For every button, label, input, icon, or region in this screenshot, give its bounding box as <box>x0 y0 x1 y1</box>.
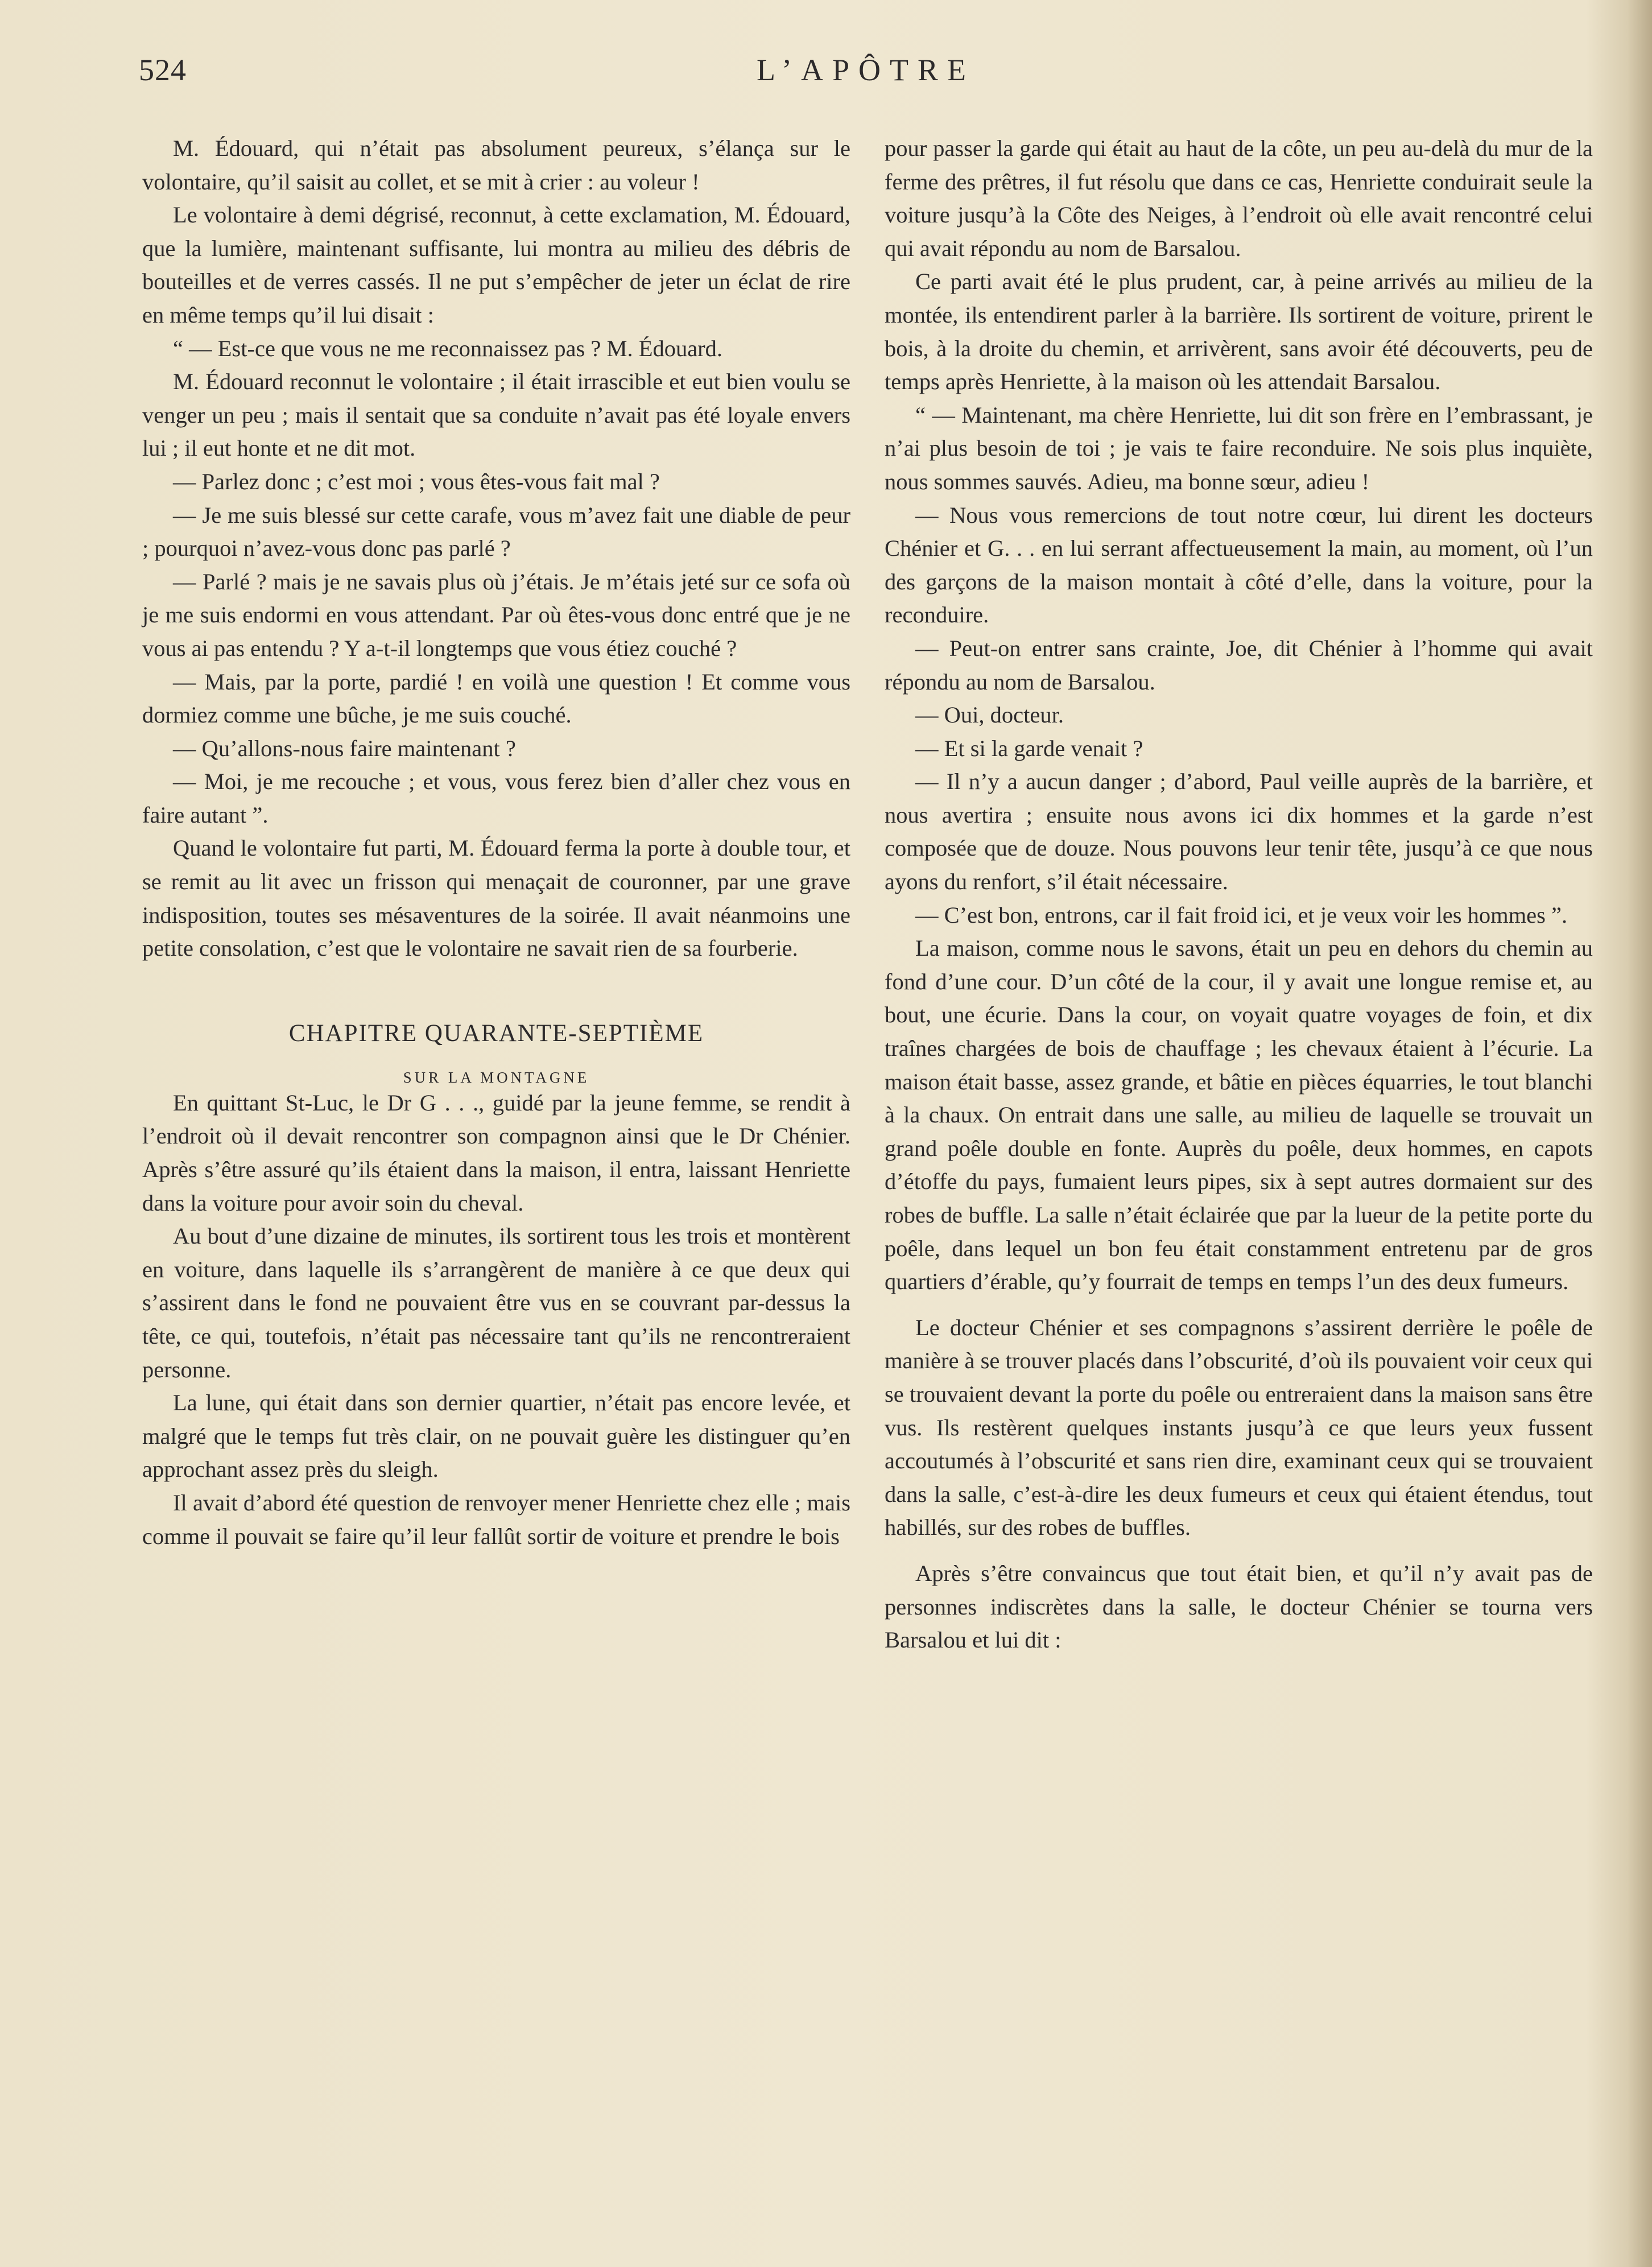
paragraph: — Parlé ? mais je ne savais plus où j’étais. Je m’étais jeté sur ce sofa où je me suis endormi en vous attendant. Par où êtes-vous donc entré que je ne vous ai pas entendu ? Y a-t-il longtemps que vous étiez couché ? <box>142 568 850 661</box>
chapter-subtitle: SUR LA MONTAGNE <box>403 1068 590 1086</box>
paragraph: — Qu’allons-nous faire maintenant ? <box>173 735 516 761</box>
running-title: L’APÔTRE <box>757 53 976 87</box>
paragraph: Le docteur Chénier et ses compagnons s’assirent derrière le poêle de manière à se trouver placés dans l’obscurité, d’où ils pouvaient voir ceux qui se trouvaient devant la porte du poêle ou entreraient dans la maison sans être vus. Ils restèrent quelques instants jusqu’à ce que leurs yeux fussent accoutumés à l’obscurité et sans rien dire, examinant ceux qui se trouvaient dans la salle, c’est-à-dire les deux fumeurs et ceux qui étaient étendus, tout habillés, sur des robes de buffles. <box>885 1314 1593 1541</box>
paragraph: — Mais, par la porte, pardié ! en voilà une question ! Et comme vous dormiez comme une bûche, je me suis couché. <box>142 668 850 728</box>
paragraph: M. Édouard, qui n’était pas absolument peureux, s’élança sur le volontaire, qu’il saisit au collet, et se mit à crier : au voleur ! <box>142 135 850 195</box>
paragraph: — C’est bon, entrons, car il fait froid ici, et je veux voir les hommes ”. <box>915 902 1568 928</box>
paragraph: — Parlez donc ; c’est moi ; vous êtes-vous fait mal ? <box>173 468 660 494</box>
paragraph: Le volontaire à demi dégrisé, reconnut, à cette exclamation, M. Édouard, que la lumière, maintenant suffisante, lui montra au milieu des débris de bouteilles et de verres cassés. Il ne put s’empêcher de jeter un éclat de rire en même temps qu’il lui disait : <box>142 202 850 328</box>
paragraph: Au bout d’une dizaine de minutes, ils sortirent tous les trois et montèrent en voiture, dans laquelle ils s’arrangèrent de manière à ce que deux qui s’assirent dans le fond ne pouvaient être vus en se couvrant par-dessus la tête, ce qui, toutefois, n’était pas nécessaire tant qu’ils ne rencontreraient personne. <box>142 1223 850 1382</box>
paragraph: — Je me suis blessé sur cette carafe, vous m’avez fait une diable de peur ; pourquoi n’avez-vous donc pas parlé ? <box>142 502 850 561</box>
page-number: 524 <box>139 53 187 87</box>
paragraph: Il avait d’abord été question de renvoyer mener Henriette chez elle ; mais comme il pouvait se faire qu’il leur fallût sortir de voiture et prendre le bois <box>142 1489 850 1549</box>
paragraph: La maison, comme nous le savons, était un peu en dehors du chemin au fond d’une cour. D’un côté de la cour, il y avait une longue remise et, au bout, une écurie. Dans la cour, on voyait quatre voyages de foin, et dix traînes chargées de bois de chauffage ; les chevaux étaient à l’écurie. La maison était basse, assez grande, et bâtie en pièces équarries, le tout blanchi à la chaux. On entrait dans une salle, au milieu de laquelle se trouvait un grand poêle double en fonte. Auprès du poêle, deux hommes, en capots d’étoffe du pays, fumaient leurs pipes, six à sept autres dormaient sur des robes de buffle. La salle n’était éclairée que par la lueur de la petite porte du poêle, dans lequel un bon feu était constamment entretenu par de gros quartiers d’érable, qu’y fourrait de temps en temps l’un des deux fumeurs. <box>885 935 1593 1295</box>
right-column <box>885 132 1593 1657</box>
paragraph: La lune, qui était dans son dernier quartier, n’était pas encore levée, et malgré que le temps fut très clair, on ne pouvait guère les distinguer qu’en approchant assez près du sleigh. <box>142 1390 850 1483</box>
paragraph: — Il n’y a aucun danger ; d’abord, Paul veille auprès de la barrière, et nous avertira ; ensuite nous avons ici dix hommes et la garde n’est composée que de douze. Nous pouvons leur tenir tête, jusqu’à ce que nous ayons du renfort, s’il était nécessaire. <box>885 769 1593 895</box>
paragraph: — Peut-on entrer sans crainte, Joe, dit Chénier à l’homme qui avait répondu au nom de Barsalou. <box>885 635 1593 695</box>
paragraph: M. Édouard reconnut le volontaire ; il était irrascible et eut bien voulu se venger un peu ; mais il sentait que sa conduite n’avait pas été loyale envers lui ; il eut honte et ne dit mot. <box>142 369 850 461</box>
paragraph: — Oui, docteur. <box>915 702 1064 728</box>
paragraph: Quand le volontaire fut parti, M. Édouard ferma la porte à double tour, et se remit au lit avec un frisson qui menaçait de couronner, par une grave indisposition, toutes ses mésaventures de la soirée. Il avait néanmoins une petite consolation, c’est que le volontaire ne savait rien de sa fourberie. <box>142 835 850 961</box>
paragraph: Ce parti avait été le plus prudent, car, à peine arrivés au milieu de la montée, ils entendirent parler à la barrière. Ils sortirent de voiture, prirent le bois, à la droite du chemin, et arrivèrent, sans avoir été découverts, peu de temps après Henriette, à la maison où les attendait Barsalou. <box>885 269 1593 395</box>
paragraph: “ — Est-ce que vous ne me reconnaissez pas ? M. Édouard. <box>173 335 723 361</box>
paragraph: — Et si la garde venait ? <box>915 735 1143 761</box>
paragraph: — Moi, je me recouche ; et vous, vous ferez bien d’aller chez vous en faire autant ”. <box>142 769 850 828</box>
page-header <box>0 52 1652 104</box>
paragraph: pour passer la garde qui était au haut de la côte, un peu au-delà du mur de la ferme des prêtres, il fut résolu que dans ce cas, Henriette conduirait seule la voiture jusqu’à la Côte des Neiges, à l’endroit où elle avait rencontré celui qui avait répondu au nom de Barsalou. <box>885 135 1593 261</box>
left-column <box>142 132 850 1553</box>
paragraph: — Nous vous remercions de tout notre cœur, lui dirent les docteurs Chénier et G. . . en lui serrant affectueusement la main, au moment, où l’un des garçons de la maison montait à côté d’elle, dans la voiture, pour la reconduire. <box>885 502 1593 628</box>
chapter-title: CHAPITRE QUARANTE-SEPTIÈME <box>288 1019 704 1047</box>
paragraph: “ — Maintenant, ma chère Henriette, lui dit son frère en l’embrassant, je n’ai plus besoin de toi ; je vais te faire reconduire. Ne sois plus inquiète, nous sommes sauvés. Adieu, ma bonne sœur, adieu ! <box>885 402 1593 494</box>
paragraph: En quittant St-Luc, le Dr G . . ., guidé par la jeune femme, se rendit à l’endroit où il devait rencontrer son compagnon ainsi que le Dr Chénier. Après s’être assuré qu’ils étaient dans la maison, il entra, laissant Henriette dans la voiture pour avoir soin du cheval. <box>142 1089 850 1216</box>
paragraph: Après s’être convaincus que tout était bien, et qu’il n’y avait pas de personnes indiscrètes dans la salle, le docteur Chénier se tourna vers Barsalou et lui dit : <box>885 1560 1593 1653</box>
